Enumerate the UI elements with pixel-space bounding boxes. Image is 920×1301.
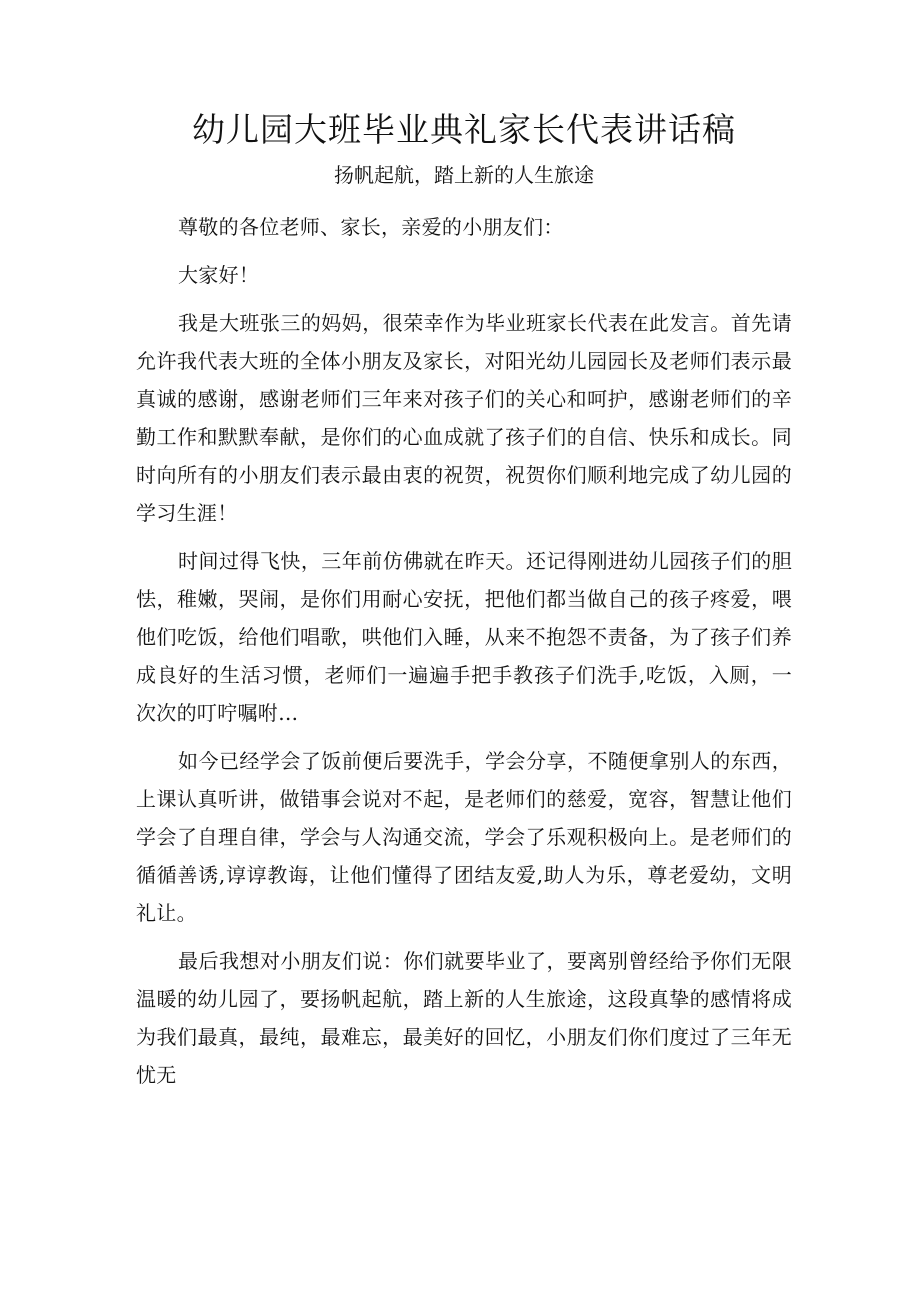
- document-subtitle: 扬帆起航，踏上新的人生旅途: [334, 163, 594, 187]
- paragraph-closing: 最后我想对小朋友们说：你们就要毕业了，要离别曾经给予你们无限温暖的幼儿园了，要扬帆起航，踏上新的人生旅途，这段真挚的感情将成为我们最真，最纯，最难忘，最美好的回忆，小朋友们你们度过了三年无忧无: [136, 949, 792, 1087]
- paragraph-memories: 时间过得飞快，三年前仿佛就在昨天。还记得刚进幼儿园孩子们的胆怯，稚嫩，哭闹，是你们用耐心安抚，把他们都当做自己的孩子疼爱，喂他们吃饭，给他们唱歌，哄他们入睡，从来不抱怨不责备，为了孩子们养成良好的生活习惯，老师们一遍遍手把手教孩子们洗手,吃饭，入厕，一次次的叮咛嘱咐…: [136, 549, 792, 725]
- paragraph-introduction: 我是大班张三的妈妈，很荣幸作为毕业班家长代表在此发言。首先请允许我代表大班的全体小朋友及家长，对阳光幼儿园园长及老师们表示最真诚的感谢，感谢老师们三年来对孩子们的关心和呵护，感谢老师们的辛勤工作和默默奉献，是你们的心血成就了孩子们的自信、快乐和成长。同时向所有的小朋友们表示最由衷的祝贺，祝贺你们顺利地完成了幼儿园的学习生涯！: [136, 311, 792, 525]
- paragraph-greeting: 大家好！: [178, 263, 260, 287]
- document-title: 幼儿园大班毕业典礼家长代表讲话稿: [192, 110, 736, 149]
- document-body: [136, 208, 792, 1104]
- paragraph-salutation: 尊敬的各位老师、家长，亲爱的小朋友们：: [178, 215, 564, 239]
- paragraph-growth: 如今已经学会了饭前便后要洗手，学会分享，不随便拿别人的东西，上课认真听讲，做错事会说对不起，是老师们的慈爱，宽容，智慧让他们学会了自理自律，学会与人沟通交流，学会了乐观积极向上。是老师们的循循善诱,谆谆教诲，让他们懂得了团结友爱,助人为乐，尊老爱幼，文明礼让。: [136, 749, 792, 925]
